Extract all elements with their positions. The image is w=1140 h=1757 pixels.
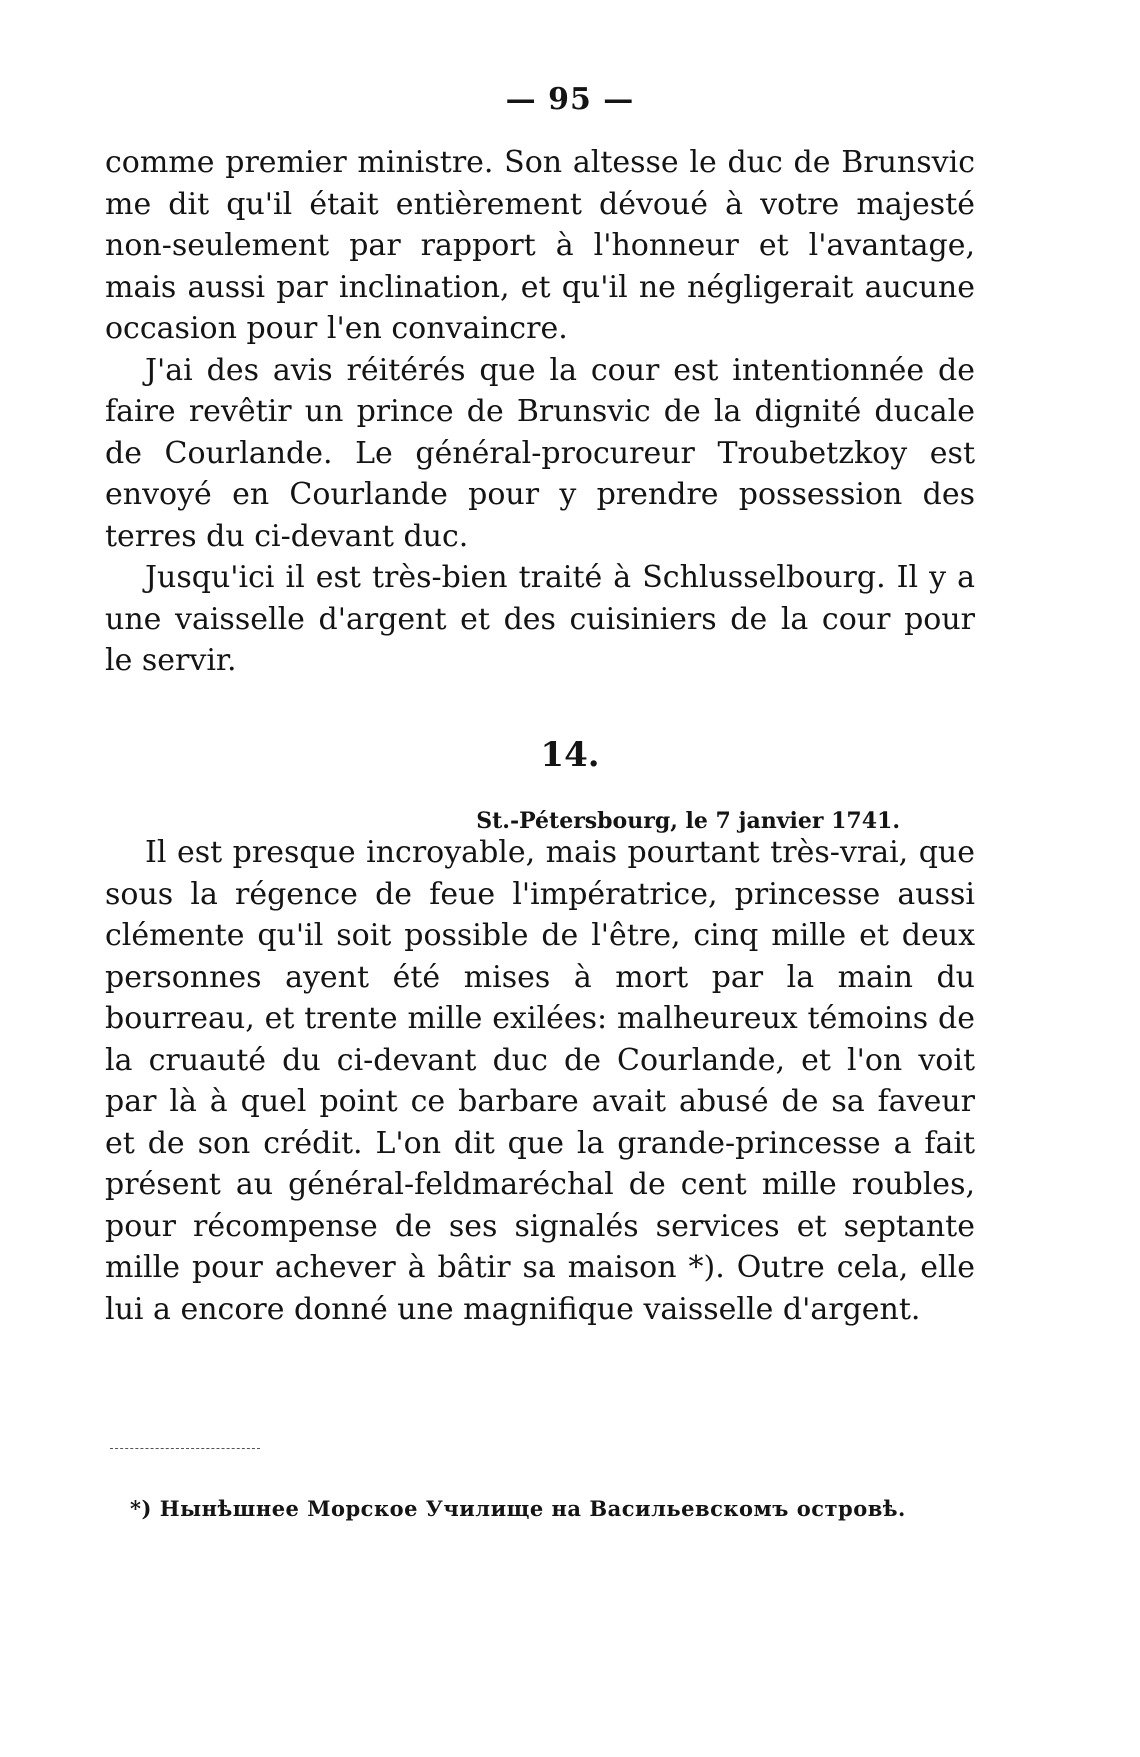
footnote: *) Нынѣшнее Морское Училище на Васильевскомъ островѣ. bbox=[130, 1496, 906, 1521]
paragraph: comme premier ministre. Son altesse le duc de Brunsvic me dit qu'il était entièrement dévoué à votre majesté non-seulement par rapport à l'honneur et l'avantage, mais aussi par inclination, et qu'il ne négligerait aucune occasion pour l'en convaincre. bbox=[105, 145, 975, 346]
body-text-part1 bbox=[105, 142, 975, 682]
body-text-part2 bbox=[105, 832, 975, 1330]
footnote-divider bbox=[110, 1448, 260, 1449]
page-number: — 95 — bbox=[505, 82, 635, 117]
dateline: St.-Pétersbourg, le 7 janvier 1741. bbox=[476, 808, 900, 834]
paragraph: Il est presque incroyable, mais pourtant très-vrai, que sous la régence de feue l'impératrice, princesse aussi clémente qu'il soit possible de l'être, cinq mille et deux personnes ayent été mises à mort par la main du bourreau, et trente mille exilées: malheureux témoins de la cruauté du ci-devant duc de Courlande, et l'on voit par là à quel point ce barbare avait abusé de sa faveur et de son crédit. L'on dit que la grande-princesse a fait présent au général-feldmaréchal de cent mille roubles, pour récompense de ses signalés services et septante mille pour achever à bâtir sa maison *). Outre cela, elle lui a encore donné une magnifique vaisselle d'argent. bbox=[105, 835, 975, 1327]
paragraph: Jusqu'ici il est très-bien traité à Schlusselbourg. Il y a une vaisselle d'argent et des cuisiniers de la cour pour le servir. bbox=[105, 560, 975, 678]
paragraph: J'ai des avis réitérés que la cour est intentionnée de faire revêtir un prince de Brunsvic de la dignité ducale de Courlande. Le général-procureur Troubetzkoy est envoyé en Courlande pour y prendre possession des terres du ci-devant duc. bbox=[105, 352, 975, 554]
section-number: 14. bbox=[540, 735, 600, 775]
